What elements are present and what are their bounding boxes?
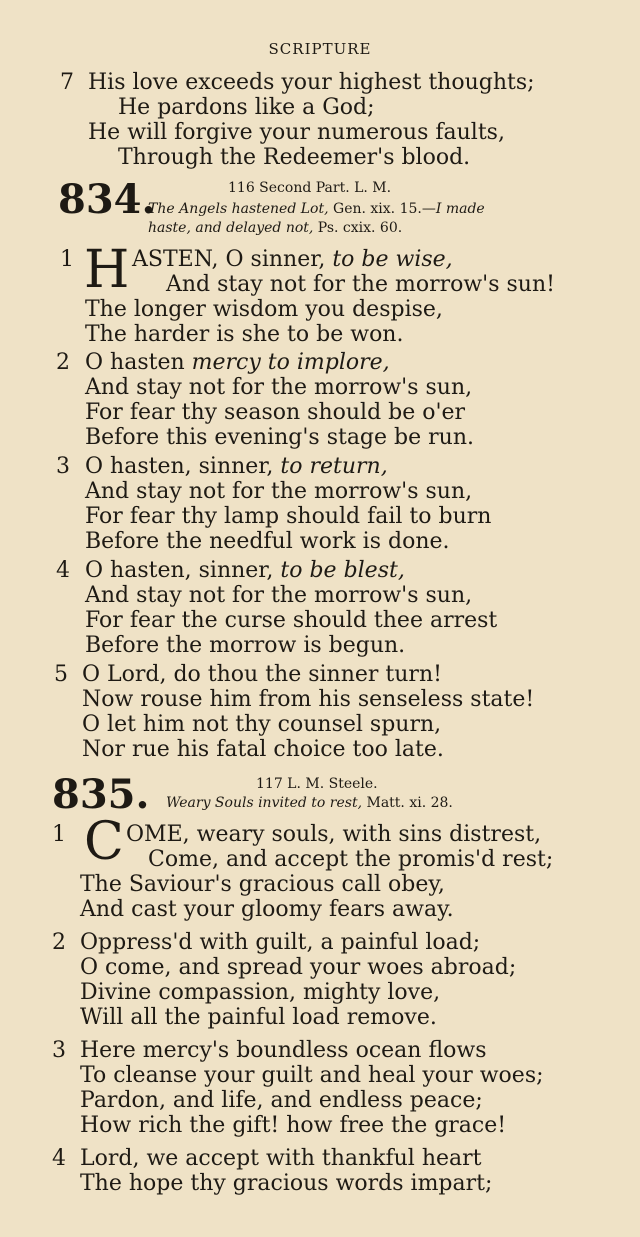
verse-line-first: O hasten, sinner, to return, xyxy=(85,454,388,479)
ref-quote-cont: haste, and delayed not, xyxy=(148,220,314,236)
drop-cap: C xyxy=(84,812,124,872)
verse-line-first: Oppress'd with guilt, a painful load; xyxy=(80,930,481,955)
verse-number: 1 xyxy=(52,822,66,847)
verse-number: 5 xyxy=(54,662,68,687)
hymn-number: 835. xyxy=(52,771,150,818)
verse-line-first: Lord, we accept with thankful heart xyxy=(80,1146,482,1171)
verse-line: And stay not for the morrow's sun, xyxy=(85,583,473,608)
verse-line: Now rouse him from his senseless state! xyxy=(82,687,535,712)
verse-line: Through the Redeemer's blood. xyxy=(118,145,471,170)
running-header: SCRIPTURE xyxy=(268,40,372,58)
verse-line: For fear the curse should thee arrest xyxy=(85,608,498,633)
verse-number: 2 xyxy=(56,350,70,375)
verse-line: For fear thy season should be o'er xyxy=(85,400,466,425)
verse-line: Before this evening's stage be run. xyxy=(85,425,474,450)
ref-title: Weary Souls invited to rest, xyxy=(166,795,363,811)
hymn-reference xyxy=(148,201,485,217)
verse-line: O let him not thy counsel spurn, xyxy=(82,712,442,737)
verse-line: Before the needful work is done. xyxy=(85,529,450,554)
ref-citation: Matt. xi. 28. xyxy=(362,795,453,811)
hymn-meta: 117 L. M. Steele. xyxy=(256,776,378,792)
drop-cap: H xyxy=(84,240,130,300)
verse-line: How rich the gift! how free the grace! xyxy=(80,1113,507,1138)
hymn-meta: 116 Second Part. L. M. xyxy=(228,180,392,196)
verse-line-first: Here mercy's boundless ocean flows xyxy=(80,1038,487,1063)
verse-line-first: O hasten, sinner, to be blest, xyxy=(85,558,405,583)
verse-line-first: O hasten mercy to implore, xyxy=(85,350,390,375)
verse-number: 3 xyxy=(52,1038,66,1063)
verse-line: Will all the painful load remove. xyxy=(80,1005,437,1030)
verse-line: Before the morrow is begun. xyxy=(85,633,406,658)
verse-line-first: ASTEN, O sinner, to be wise, xyxy=(132,247,453,272)
verse-line: Nor rue his fatal choice too late. xyxy=(82,737,444,762)
ref-citation: Gen. xix. 15.— xyxy=(328,201,436,217)
verse-line: And stay not for the morrow's sun, xyxy=(85,479,473,504)
verse-line: He pardons like a God; xyxy=(118,95,375,120)
hymn-number: 834. xyxy=(58,176,156,223)
hymn-reference-cont xyxy=(148,220,402,236)
verse-line: And cast your gloomy fears away. xyxy=(80,897,454,922)
verse-line: His love exceeds your highest thoughts; xyxy=(88,70,535,95)
verse-line: And stay not for the morrow's sun! xyxy=(166,272,555,297)
verse-line: Divine compassion, mighty love, xyxy=(80,980,441,1005)
ref-quote: I made xyxy=(435,201,485,217)
hymn-reference xyxy=(166,795,453,811)
verse-line: The Saviour's gracious call obey, xyxy=(80,872,445,897)
verse-number: 2 xyxy=(52,930,66,955)
verse-line: The longer wisdom you despise, xyxy=(85,297,443,322)
verse-number: 4 xyxy=(52,1146,66,1171)
verse-line: He will forgive your numerous faults, xyxy=(88,120,505,145)
ref-title: The Angels hastened Lot, xyxy=(148,201,329,217)
verse-line: And stay not for the morrow's sun, xyxy=(85,375,473,400)
verse-line: To cleanse your guilt and heal your woes; xyxy=(80,1063,544,1088)
verse-line: For fear thy lamp should fail to burn xyxy=(85,504,492,529)
verse-line: The hope thy gracious words impart; xyxy=(80,1171,493,1196)
verse-number: 4 xyxy=(56,558,70,583)
verse-line-first: OME, weary souls, with sins distrest, xyxy=(126,822,542,847)
verse-line: Pardon, and life, and endless peace; xyxy=(80,1088,483,1113)
verse-line: The harder is she to be won. xyxy=(85,322,404,347)
verse-line: Come, and accept the promis'd rest; xyxy=(148,847,554,872)
verse-number: 7 xyxy=(60,70,74,95)
verse-line-first: O Lord, do thou the sinner turn! xyxy=(82,662,442,687)
verse-number: 3 xyxy=(56,454,70,479)
verse-number: 1 xyxy=(60,247,74,272)
verse-line: O come, and spread your woes abroad; xyxy=(80,955,517,980)
ref-citation-2: Ps. cxix. 60. xyxy=(313,220,403,236)
